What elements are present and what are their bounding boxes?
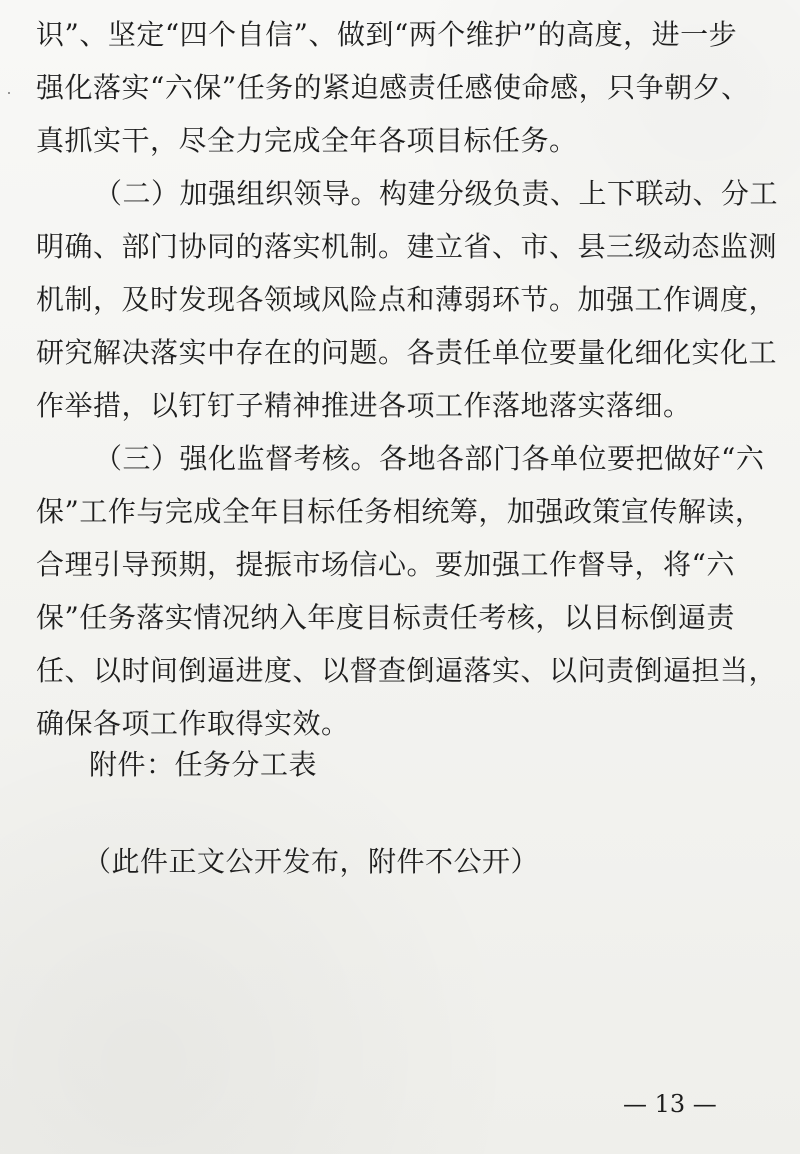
paragraph-2-line-2: 明确、部门协同的落实机制。建立省、市、县三级动态监测 xyxy=(36,230,778,263)
paragraph-3-line-3: 合理引导预期，提振市场信心。要加强工作督导，将“六 xyxy=(36,548,735,581)
page-number: — 13 — xyxy=(623,1090,717,1118)
attachment-label: 附件：任务分工表 xyxy=(89,748,318,781)
paragraph-2-line-3: 机制，及时发现各领域风险点和薄弱环节。加强工作调度， xyxy=(36,283,778,316)
paragraph-3-line-1: （三）强化监督考核。各地各部门各单位要把做好“六 xyxy=(94,442,765,475)
scan-dot xyxy=(8,92,10,94)
publication-note: （此件正文公开发布，附件不公开） xyxy=(83,845,540,878)
body-text xyxy=(36,0,779,750)
paragraph-1-line-1: 识”、坚定“四个自信”、做到“两个维护”的高度，进一步 xyxy=(36,18,738,51)
paragraph-2-line-1: （二）加强组织领导。构建分级负责、上下联动、分工 xyxy=(94,177,779,210)
paragraph-2-line-4: 研究解决落实中存在的问题。各责任单位要量化细化实化工 xyxy=(36,336,778,369)
paragraph-1-line-2: 强化落实“六保”任务的紧迫感责任感使命感，只争朝夕、 xyxy=(36,71,750,104)
paragraph-1-line-3: 真抓实干，尽全力完成全年各项目标任务。 xyxy=(36,124,578,157)
paragraph-3-line-6: 确保各项工作取得实效。 xyxy=(36,707,350,740)
paragraph-2-line-5: 作举措，以钉钉子精神推进各项工作落地落实落细。 xyxy=(36,389,692,422)
paragraph-3-line-4: 保”任务落实情况纳入年度目标责任考核，以目标倒逼责 xyxy=(36,601,735,634)
paragraph-3-line-2: 保”工作与完成全年目标任务相统筹，加强政策宣传解读， xyxy=(36,495,764,528)
paragraph-3-line-5: 任、以时间倒逼进度、以督查倒逼落实、以问责倒逼担当， xyxy=(36,654,778,687)
